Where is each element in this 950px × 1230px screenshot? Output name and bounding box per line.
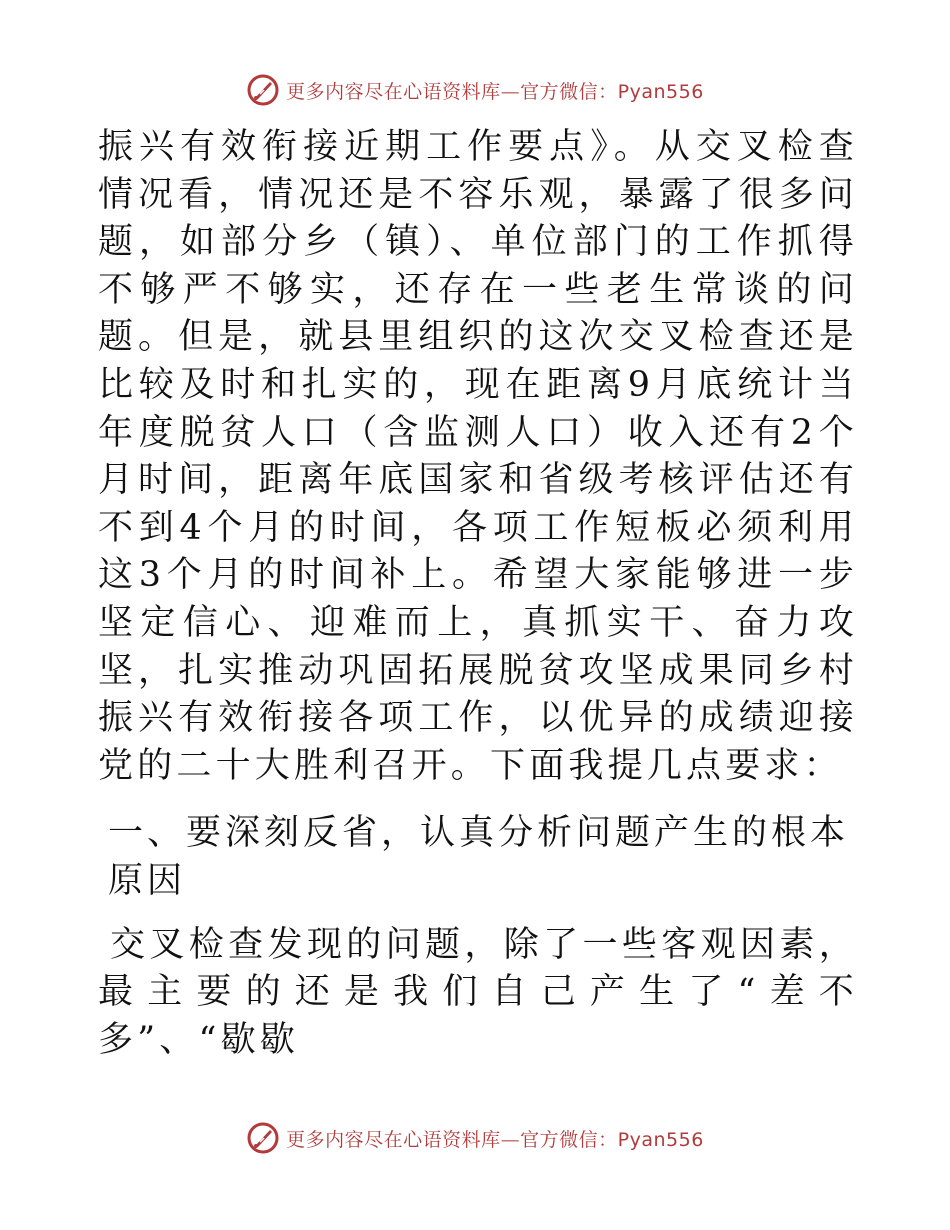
page-header-watermark	[0, 70, 950, 110]
watermark-separator: —	[500, 80, 521, 103]
watermark-text	[286, 77, 704, 104]
watermark	[246, 1121, 704, 1155]
section-heading-1: 一、要深刻反省，认真分析问题产生的根本原因	[108, 813, 850, 901]
page-footer-watermark	[0, 1118, 950, 1158]
watermark-wechat-text: 官方微信：Pyan556	[520, 80, 704, 103]
watermark-separator: —	[500, 1128, 521, 1151]
document-body	[98, 124, 858, 1064]
feather-pen-logo-icon	[246, 1121, 280, 1155]
watermark	[246, 73, 704, 107]
paragraph-2: 交叉检查发现的问题，除了一些客观因素，最主要的还是我们自己产生了“差不多”、“歇歇	[98, 924, 858, 1060]
watermark-text	[286, 1125, 704, 1152]
watermark-main-text: 更多内容尽在心语资料库	[286, 1128, 501, 1151]
feather-pen-logo-icon	[246, 73, 280, 107]
paragraph-1: 振兴有效衔接近期工作要点》。从交叉检查情况看，情况还是不容乐观，暴露了很多问题，如部分乡（镇）、单位部门的工作抓得不够严不够实，还存在一些老生常谈的问题。但是，就县里组织的这次交叉检查还是比较及时和扎实的，现在距离9月底统计当年度脱贫人口（含监测人口）收入还有2个月时间，距离年底国家和省级考核评估还有不到4个月的时间，各项工作短板必须利用这3个月的时间补上。希望大家能够进一步坚定信心、迎难而上，真抓实干、奋力攻坚，扎实推动巩固拓展脱贫攻坚成果同乡村振兴有效衔接各项工作，以优异的成绩迎接党的二十大胜利召开。下面我提几点要求：	[98, 127, 858, 786]
watermark-wechat-text: 官方微信：Pyan556	[520, 1128, 704, 1151]
watermark-main-text: 更多内容尽在心语资料库	[286, 80, 501, 103]
